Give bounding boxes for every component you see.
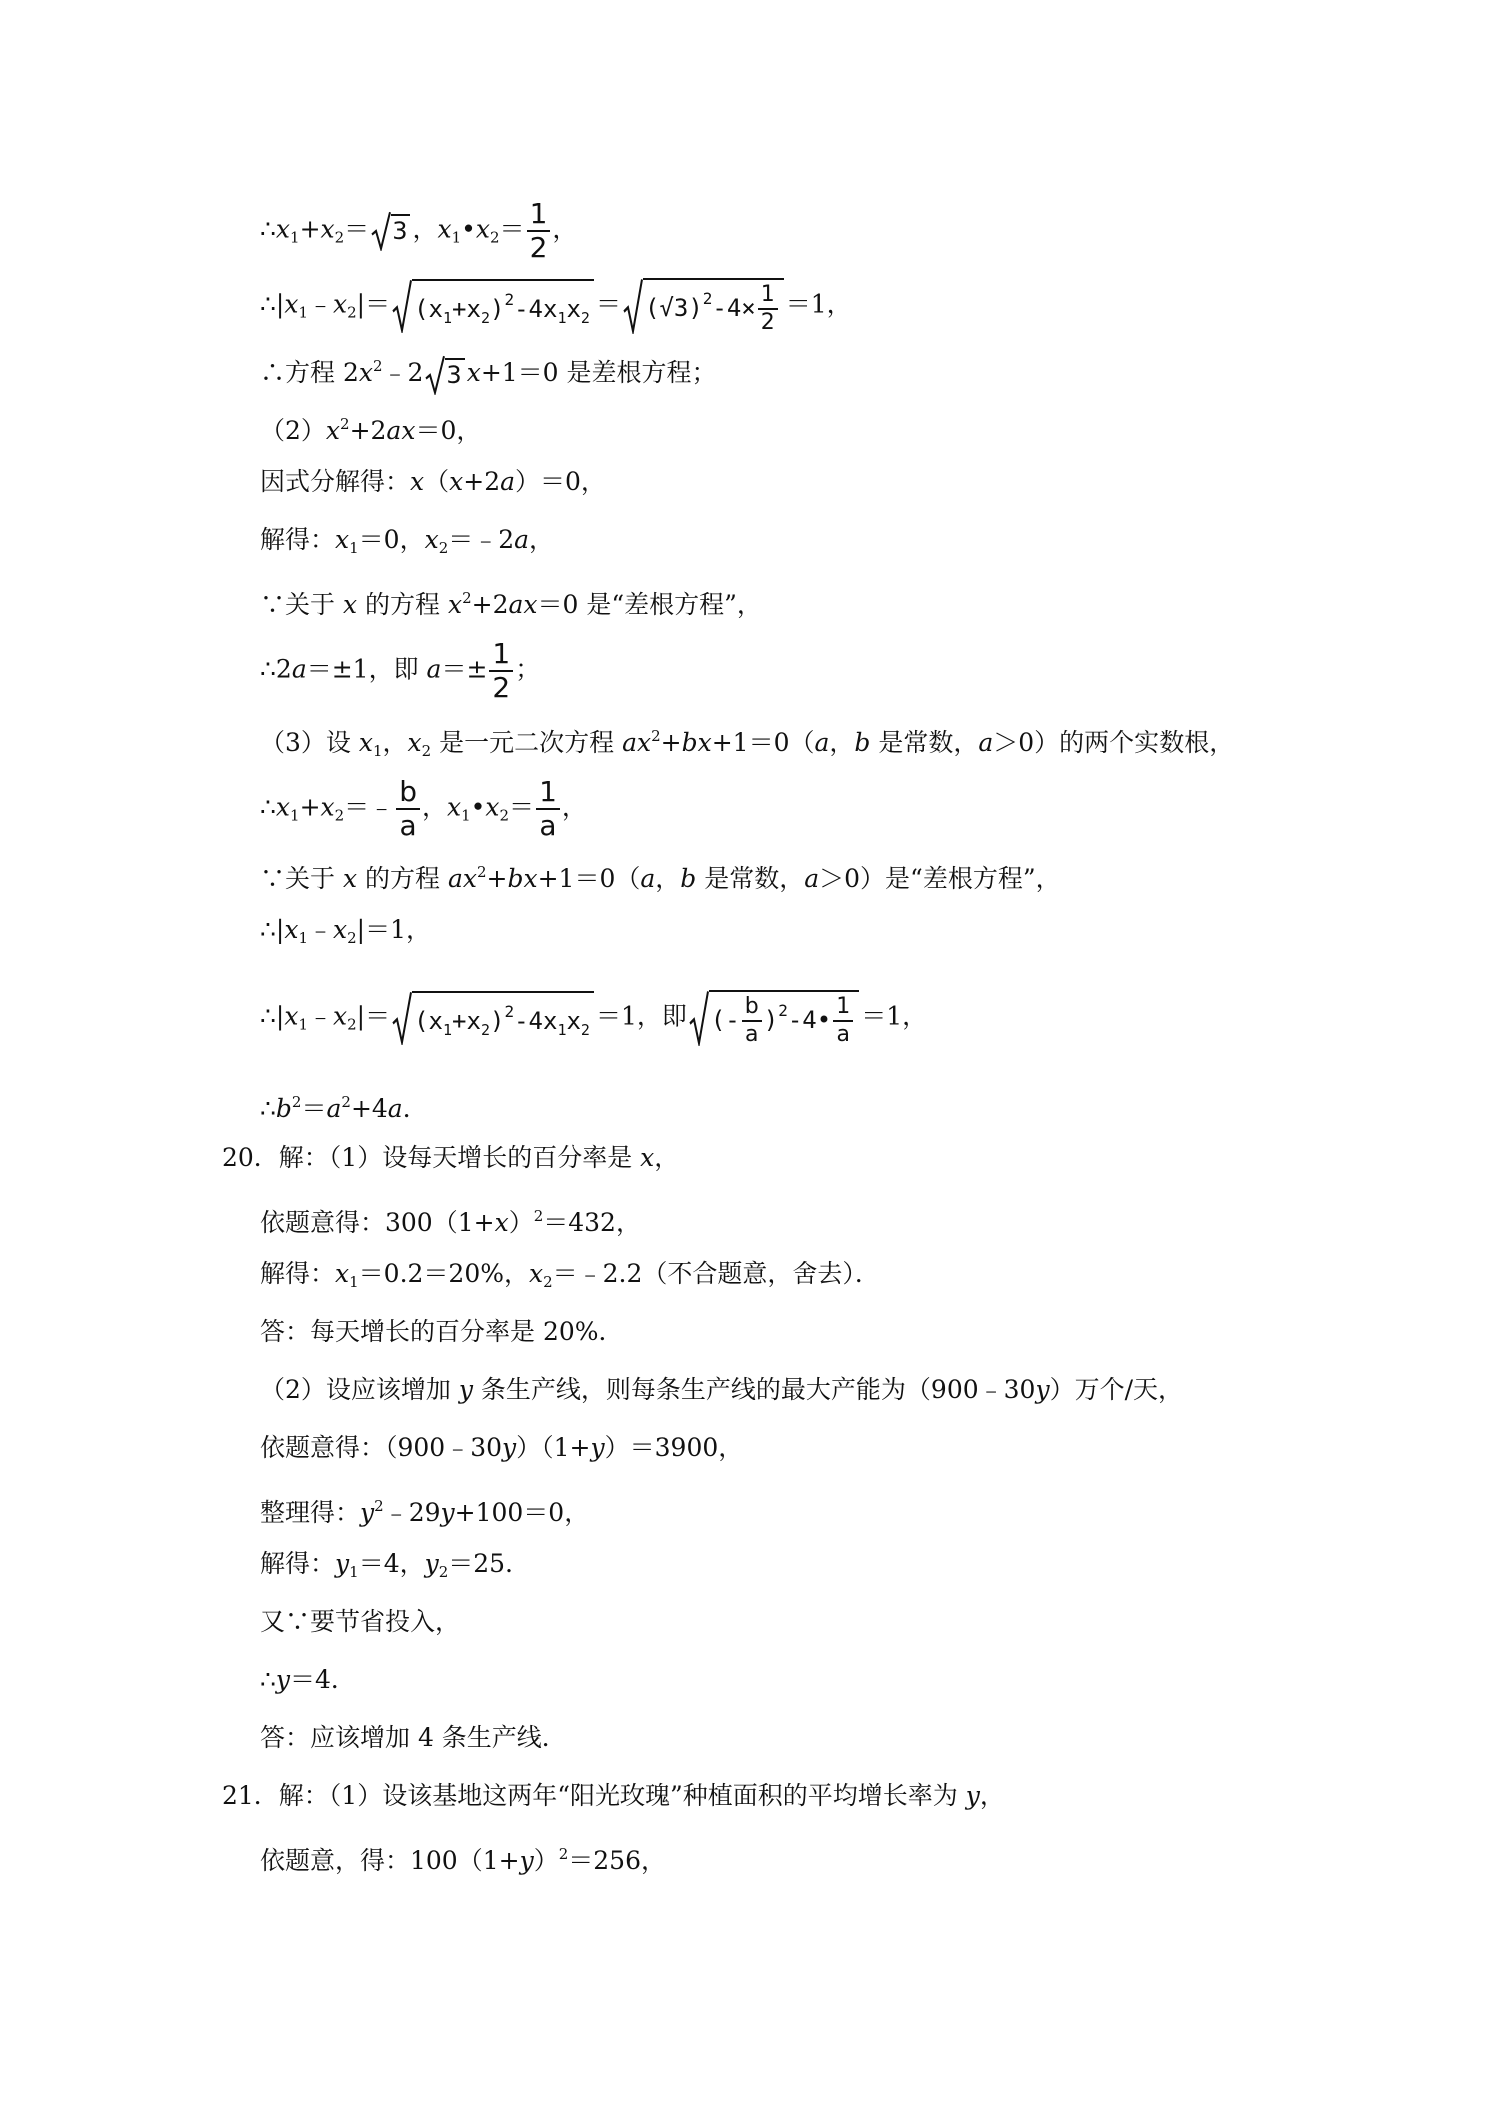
q21-intro: 21．解：（1）设该基地这两年“阳光玫瑰”种植面积的平均增长率为 y， bbox=[222, 1781, 1005, 1810]
solve-step: 解得：$x_1=0$，$x_2=﹣2a$， bbox=[260, 525, 555, 557]
part2-eq: $(2)x^2+2ax=0$， bbox=[260, 415, 482, 445]
q20-therefore: ∴y＝4． bbox=[260, 1665, 356, 1694]
q20-part2: （2）设应该增加 y 条生产线，则每条生产线的最大产能为（900﹣30y）万个/天， bbox=[260, 1375, 1184, 1404]
abs-diff-3: $\therefore|x_1﹣x_2|=$ $(x_1+x_2)^2-4x_1x_2 =1$，即 (- $\frac{b}{a}$ )$^2$-4• $\frac{1}{a}$ ＝1， bbox=[260, 990, 927, 1046]
part3-intro: （3）设 $x_1$，$x_2$ 是一元二次方程 $ax^2+bx+1=0(a$，b 是常数，a＞0）的两个实数根， bbox=[260, 727, 1235, 760]
eq-conclusion-1: ∴方程 $2x^2﹣2$ 3 x+1＝0 是差根方程； bbox=[260, 346, 717, 395]
q20-eq: 依题意得：$300(1+x)^2=432$， bbox=[260, 1207, 641, 1237]
q20-answer2: 答：应该增加 4 条生产线． bbox=[260, 1723, 567, 1752]
result-a: ∴2a＝±1，即 a＝± $\frac{1}{2}$ ； bbox=[260, 637, 541, 704]
q20-simplify: 整理得：$y^2﹣29y+100=0$， bbox=[260, 1497, 590, 1527]
abs-diff-eq-1: $\therefore|x_1﹣x_2|=1$， bbox=[260, 915, 432, 947]
q21-eq: 依题意，得：$100(1+y)^2=256$， bbox=[260, 1845, 666, 1875]
result-b: $\therefore b^2=a^2+4a$． bbox=[260, 1093, 428, 1123]
vieta-3: $\therefore x_1+x_2=﹣$ $\frac{b}{a}$ ，$x_1•x_2=$ $\frac{1}{a}$ ， bbox=[260, 775, 587, 842]
because-step: ∵关于 x 的方程 $x^2+2ax=0$ 是“差根方程”， bbox=[260, 589, 762, 619]
eq-abs-diff-1: $\therefore|x_1﹣x_2|=$ $(x_1+x_2)^2-4x_1x_2$ ＝ $(√3)^2-4\times$ $\frac{1}{2}$ ＝1， bbox=[260, 278, 852, 334]
factor-step: 因式分解得：x（x+2a）＝0， bbox=[260, 467, 606, 496]
q20-intro: 20．解：（1）设每天增长的百分率是 x， bbox=[222, 1143, 680, 1172]
q20-solve2: 解得：$y_1=4$，$y_2=25$． bbox=[260, 1549, 531, 1581]
eq-sum-product: $\therefore x_1+x_2=$ 3 ，$x_1•x_2=$ $\frac{1}{2}$ ， bbox=[260, 197, 578, 264]
because-3: ∵关于 x 的方程 $ax^2+bx+1=0(a$，b 是常数，a＞0）是“差根方程”， bbox=[260, 863, 1061, 893]
q20-eq2: 依题意得：（900﹣30y）（1+y）＝3900， bbox=[260, 1433, 744, 1462]
q20-answer: 答：每天增长的百分率是 20%． bbox=[260, 1317, 624, 1346]
q20-because: 又∵要节省投入， bbox=[260, 1607, 461, 1636]
q20-solve: 解得：$x_1=0.2=20\%$，$x_2=﹣2.2$（不合题意，舍去）． bbox=[260, 1259, 880, 1291]
